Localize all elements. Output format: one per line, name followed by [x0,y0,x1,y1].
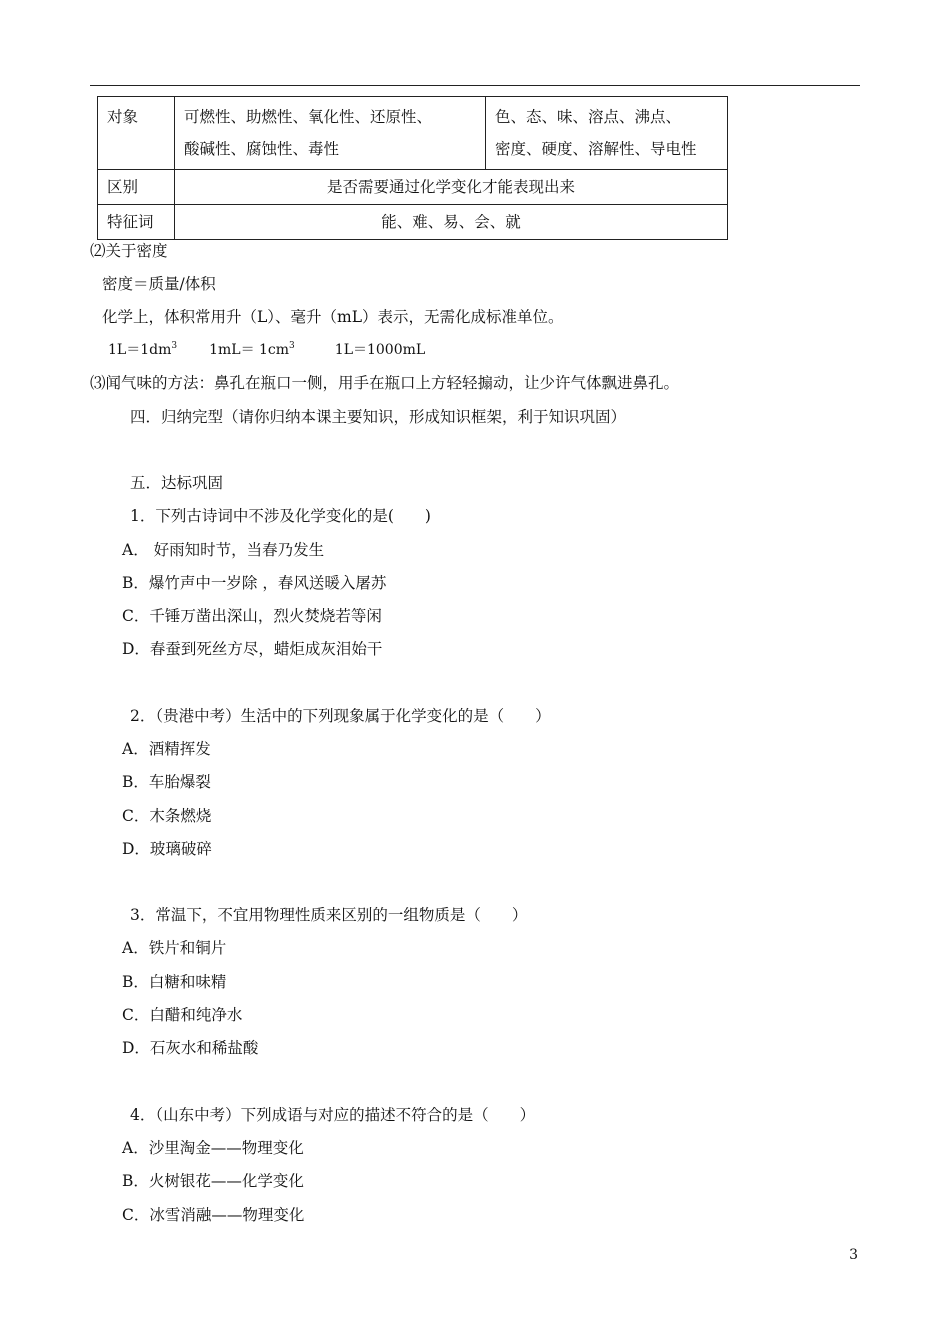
density-formula: 密度＝质量/体积 [102,275,216,293]
question-3-stem: 3．常温下，不宜用物理性质来区别的一组物质是（ ） [130,906,528,924]
question-1-option: B．爆竹声中一岁除 ，春风送暖入屠苏 [122,574,387,592]
question-4-option: C．冰雪消融——物理变化 [122,1206,305,1224]
header-rule [90,85,860,86]
chemical-properties: 可燃性、助燃性、氧化性、还原性、 酸碱性、腐蚀性、毒性 [184,108,433,158]
question-2-option: C．木条燃烧 [122,807,212,825]
question-4-stem: 4．（山东中考）下列成语与对应的描述不符合的是（ ） [130,1106,536,1124]
question-3-option: D．石灰水和稀盐酸 [122,1039,259,1057]
question-3-option: B．白糖和味精 [122,973,227,991]
page-number: 3 [849,1247,858,1263]
properties-table [97,96,728,240]
question-4-option: A．沙里淘金——物理变化 [122,1139,304,1157]
row-label: 区别 [107,178,139,196]
table-row [98,205,728,240]
row-label: 特征词 [107,213,154,231]
question-1-option: C．千锤万凿出深山，烈火焚烧若等闲 [122,607,382,625]
unit-conversion: $1L=1dm^3$ $1mL= 1cm^3$ 1L＝1000mL [108,341,426,358]
section-5-heading: 五．达标巩固 [130,474,224,492]
smell-method: ⑶闻气味的方法：鼻孔在瓶口一侧，用手在瓶口上方轻轻搧动，让少许气体飘进鼻孔。 [90,374,680,392]
question-2-stem: 2．（贵港中考）生活中的下列现象属于化学变化的是（ ） [130,707,551,725]
question-1-option: A． 好雨知时节，当春乃发生 [122,541,325,559]
question-2-option: A．酒精挥发 [122,740,211,758]
table-row [98,170,728,205]
question-2-option: D．玻璃破碎 [122,840,212,858]
table-row [98,97,728,170]
density-heading: ⑵关于密度 [90,242,168,260]
question-1-option: D．春蚕到死丝方尽，蜡炬成灰泪始干 [122,640,383,658]
density-note: 化学上，体积常用升（L）、毫升（mL）表示，无需化成标准单位。 [102,308,564,326]
keywords-cell: 能、难、易、会、就 [381,213,521,231]
section-4-heading: 四．归纳完型（请你归纳本课主要知识，形成知识框架，利于知识巩固） [130,408,627,426]
question-3-option: C．白醋和纯净水 [122,1006,243,1024]
row-label: 对象 [107,108,139,126]
question-2-option: B．车胎爆裂 [122,773,211,791]
question-4-option: B．火树银花——化学变化 [122,1172,304,1190]
question-3-option: A．铁片和铜片 [122,939,227,957]
physical-properties: 色、态、味、溶点、沸点、 密度、硬度、溶解性、导电性 [495,108,697,158]
difference-cell: 是否需要通过化学变化才能表现出来 [326,178,575,196]
question-1-stem: 1．下列古诗词中不涉及化学变化的是( ) [130,507,431,525]
